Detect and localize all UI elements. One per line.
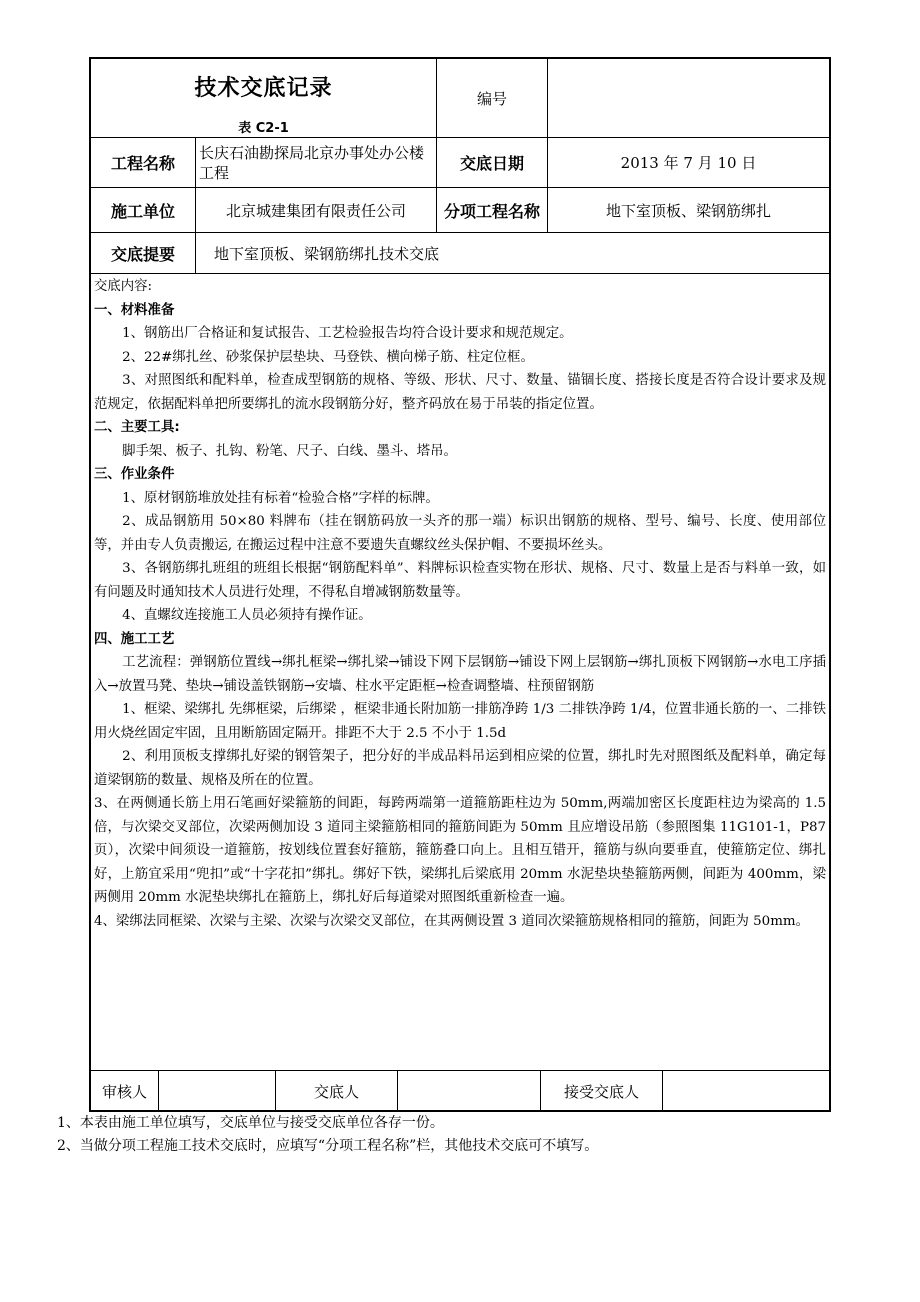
- paragraph: 4、直螺纹连接施工人员必须持有操作证。: [122, 608, 372, 623]
- project-name-value[interactable]: 长庆石油勘探局北京办事处办公楼工程: [195, 137, 436, 187]
- footnote: 1、本表由施工单位填写，交底单位与接受交底单位各存一份。: [57, 1115, 444, 1131]
- paragraph: 1、框梁、梁绑扎 先绑框梁，后绑梁 ，框梁非通长附加筋一排筋净跨 1/3 二排铁净跨 1/4，位置非通长筋的一、二排铁用火烧丝固定牢固，且用断筋固定隔开。排距不大于 2.5 不小于 1.5d: [94, 702, 826, 741]
- summary-value[interactable]: 地下室顶板、梁钢筋绑扎技术交底: [195, 232, 829, 273]
- disclosure-content: [91, 273, 829, 933]
- paragraph: 脚手架、板子、扎钩、粉笔、尺子、白线、墨斗、塔吊。: [122, 443, 457, 459]
- subproject-value[interactable]: 地下室顶板、梁钢筋绑扎: [547, 187, 829, 232]
- paragraph: 2、成品钢筋用 50×80 料牌布（挂在钢筋码放一头齐的那一端）标识出钢筋的规格、型号、编号、长度、使用部位等，并由专人负责搬运, 在搬运过程中注意不要遗失直螺纹丝头保护帽、不要损坏丝头。: [94, 514, 826, 553]
- date-label: 交底日期: [436, 137, 547, 187]
- contractor-value[interactable]: 北京城建集团有限责任公司: [195, 187, 436, 232]
- title-cell: [91, 59, 436, 137]
- paragraph: 2、22#绑扎丝、砂浆保护层垫块、马登铁、横向梯子筋、柱定位框。: [122, 349, 534, 365]
- number-label: 编号: [436, 59, 547, 137]
- section-title: 一、材料准备: [94, 302, 175, 318]
- form-title: 技术交底记录: [194, 76, 333, 101]
- paragraph: 3、对照图纸和配料单，检查成型钢筋的规格、等级、形状、尺寸、数量、锚锢长度、搭接长度是否符合设计要求及规范规定，依据配料单把所要绑扎的流水段钢筋分好，整齐码放在易于吊装的指定位置。: [94, 373, 826, 412]
- paragraph: 3、在两侧通长筋上用石笔画好梁箍筋的间距，每跨两端第一道箍筋距柱边为 50mm,两端加密区长度距柱边为梁高的 1.5 倍，与次梁交叉部位，次梁两侧加设 3 道同主梁箍筋相同的箍筋间距为 50mm 且应增设吊筋（参照图集 11G101-1，P87 页），次梁中间须设一道箍筋，按划线位置套好箍筋，箍筋叠口向上。且相互错开，箍筋与纵向要垂直，使箍筋定位、绑扎好，上筋宜采用“兜扣”或“十字花扣”绑扎。绑好下铁，梁绑扎后梁底用 20mm 水泥垫块垫箍筋两侧，间距为 400mm，梁两侧用 20mm 水泥垫块绑扎在箍筋上，绑扎好后每道梁对照图纸重新检查一遍。: [94, 796, 826, 905]
- paragraph: 3、各钢筋绑扎班组的班组长根据“钢筋配料单”、料牌标识检查实物在形状、规格、尺寸、数量上是否与料单一致，如有问题及时通知技术人员进行处理，不得私自增减钢筋数量等。: [94, 561, 826, 600]
- number-value[interactable]: [547, 59, 829, 137]
- discloser-label: 交底人: [275, 1070, 397, 1112]
- paragraph: 4、梁绑法同框梁、次梁与主梁、次梁与次梁交叉部位，在其两侧设置 3 道同次梁箍筋规格相同的箍筋，间距为 50mm。: [94, 913, 809, 929]
- project-name-label: 工程名称: [91, 137, 195, 187]
- contractor-label: 施工单位: [91, 187, 195, 232]
- section-title: 四、施工工艺: [94, 631, 175, 647]
- section-title: 二、主要工具:: [94, 420, 180, 435]
- discloser-value[interactable]: [397, 1070, 540, 1112]
- receiver-value[interactable]: [662, 1070, 829, 1112]
- receiver-label: 接受交底人: [540, 1070, 662, 1112]
- reviewer-value[interactable]: [158, 1070, 275, 1112]
- content-intro: 交底内容:: [94, 279, 153, 294]
- footnotes: [57, 1112, 598, 1158]
- subproject-label: 分项工程名称: [436, 187, 547, 232]
- reviewer-label: 审核人: [91, 1070, 158, 1112]
- section-title: 三、作业条件: [94, 467, 175, 482]
- date-value[interactable]: 2013 年 7 月 10 日: [547, 137, 829, 187]
- paragraph: 1、原材钢筋堆放处挂有标着“检验合格”字样的标牌。: [122, 490, 439, 506]
- footnote: 2、当做分项工程施工技术交底时，应填写“分项工程名称”栏，其他技术交底可不填写。: [57, 1138, 599, 1154]
- process-flow: 工艺流程：弹钢筋位置线→绑扎框梁→绑扎梁→铺设下网下层钢筋→铺设下网上层钢筋→绑扎顶板下网钢筋→水电工序插入→放置马凳、垫块→铺设盖铁钢筋→安墙、柱水平定距框→检查调整墙、柱预留钢筋: [94, 655, 826, 694]
- paragraph: 1、钢筋出厂合格证和复试报告、工艺检验报告均符合设计要求和规范规定。: [122, 326, 573, 341]
- form-number: 表 C2-1: [238, 121, 289, 136]
- paragraph: 2、利用顶板支撑绑扎好梁的钢管架子，把分好的半成品料吊运到相应梁的位置，绑扎时先对照图纸及配料单，确定每道梁钢筋的数量、规格及所在的位置。: [94, 749, 826, 788]
- summary-label: 交底提要: [91, 232, 195, 273]
- disclosure-form: [89, 57, 831, 1112]
